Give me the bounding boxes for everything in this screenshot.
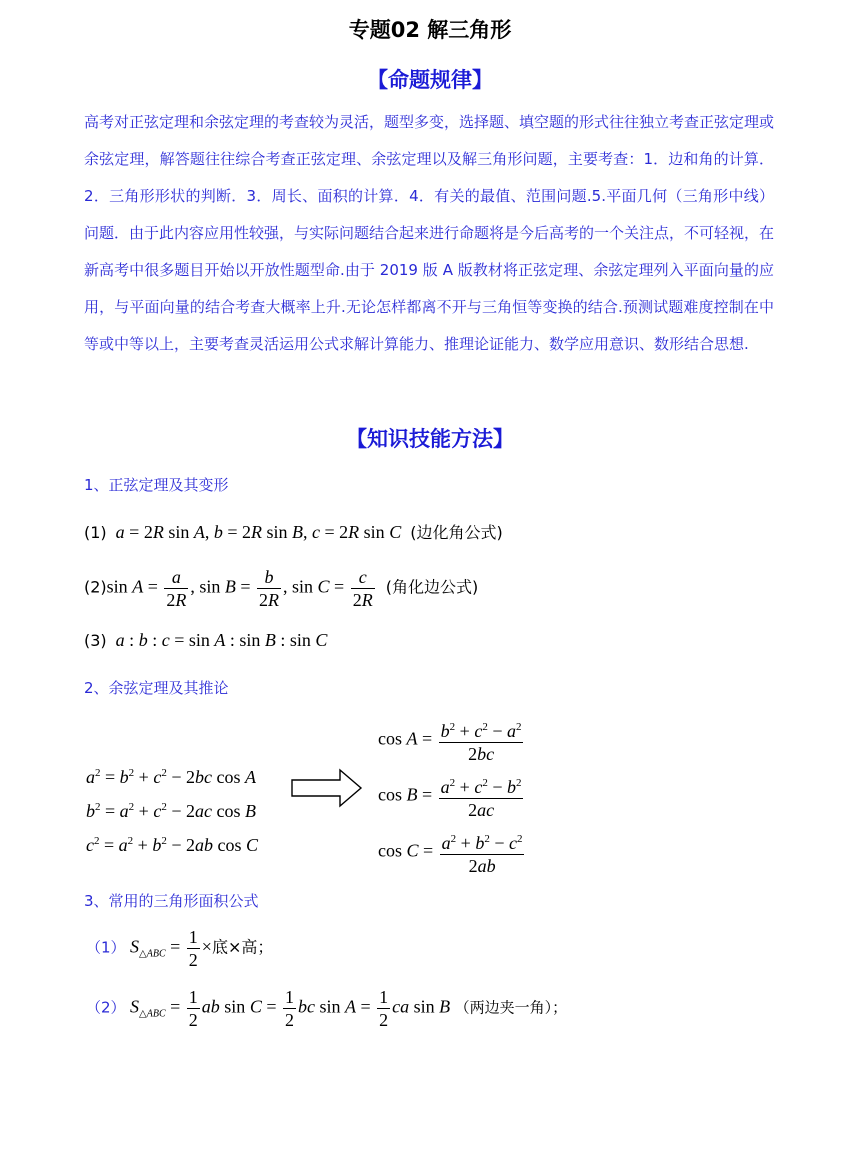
cosine-corollary-c: cos C = $\frac{a^2 + b^2 - c^2}{2ab}$: [378, 828, 526, 877]
pattern-paragraph: [84, 104, 774, 363]
formula-note: (角化边公式): [385, 577, 479, 597]
fraction: $\frac{c}{2R}$: [352, 567, 373, 610]
cosine-law-a: $a^2 = b^2 + c^2 - 2bc$ cos A: [86, 767, 256, 787]
fraction: $\frac{1}{2}$: [379, 987, 389, 1030]
fraction: $\frac{1}{2}$: [284, 987, 294, 1030]
sine-law-heading: 1、正弦定理及其变形: [84, 476, 229, 494]
cosine-law-c: $c^2 = a^2 + b^2 - 2ab$ cos C: [86, 835, 258, 855]
formula-note: (边化角公式): [410, 523, 503, 542]
formula-label: (1): [84, 523, 107, 542]
cosine-law-b: $b^2 = a^2 + c^2 - 2ac$ cos B: [86, 801, 256, 821]
area-formula-2: （2） $S_{\triangle ABC}$ = $\frac{1}{2}$ ab sin C = $\frac{1}{2}$ bc sin A = $\frac{1}{2}$ ca sin B （两边夹一角）；: [86, 987, 568, 1030]
fraction: $\frac{1}{2}$: [188, 987, 198, 1030]
sine-formula-2: (2)sin A = $\frac{a}{2R}$ , sin B = $\frac{b}{2R}$ , sin C = $\frac{c}{2R}$ (角化边公式): [84, 567, 479, 610]
formula-label: （2）: [86, 998, 126, 1017]
section-heading-methods: 【知识技能方法】: [346, 427, 514, 451]
formula-label: (2): [84, 577, 107, 597]
cosine-law-formulas: [86, 758, 258, 860]
sine-formula-3: (3) a : b : c = sin A : sin B : sin C: [84, 630, 328, 650]
page-title: 专题02 解三角形: [348, 18, 512, 42]
section-heading-pattern: 【命题规律】: [367, 68, 493, 92]
formula-label: （1）: [86, 938, 126, 957]
cosine-law-heading: 2、余弦定理及其推论: [84, 679, 229, 697]
formula-note: （两边夹一角）；: [454, 998, 568, 1017]
fraction: $\frac{1}{2}$: [188, 927, 198, 970]
fraction: $\frac{b}{2R}$: [259, 567, 280, 610]
area-formula-heading: 3、常用的三角形面积公式: [84, 892, 259, 910]
fraction: $\frac{b^2 + c^2 - a^2}{2bc}$: [439, 716, 524, 765]
formula-label: (3): [84, 631, 107, 650]
pattern-text: 高考对正弦定理和余弦定理的考查较为灵活，题型多变，选择题、填空题的形式往往独立考查正弦定理或余弦定理，解答题往往综合考查正弦定理、余弦定理以及解三角形问题，主要考查：1．边和角的计算．2．三角形形状的判断．3．周长、面积的计算．4．有关的最值、范围问题.5.平面几何（三角形中线）问题．由于此内容应用性较强，与实际问题结合起来进行命题将是今后高考的一个关注点，不可轻视，在新高考中很多题目开始以开放性题型命.由于 2019 版 A 版教材将正弦定理、余弦定理列入平面向量的应用，与平面向量的结合考查大概率上升.无论怎样都离不开与三角恒等变换的结合.预测试题难度控制在中等或中等以上，主要考查灵活运用公式求解计算能力、推理论证能力、数学应用意识、数形结合思想.: [84, 113, 775, 353]
right-arrow-icon: [290, 768, 364, 808]
cosine-corollary-a: cos A = $\frac{b^2 + c^2 - a^2}{2bc}$: [378, 716, 525, 765]
fraction: $\frac{a^2 + c^2 - b^2}{2ac}$: [439, 772, 524, 821]
area-formula-text: 底×高；: [211, 937, 274, 957]
sine-formula-1: (1) a = 2R sin A, b = 2R sin B, c = 2R sin C (边化角公式): [84, 522, 503, 542]
area-formula-1: （1） $S_{\triangle ABC}$ = $\frac{1}{2}$ ×底×高；: [86, 927, 274, 970]
fraction: $\frac{a}{2R}$: [166, 567, 187, 610]
cosine-corollary-b: cos B = $\frac{a^2 + c^2 - b^2}{2ac}$: [378, 772, 525, 821]
fraction: $\frac{a^2 + b^2 - c^2}{2ab}$: [440, 828, 525, 877]
